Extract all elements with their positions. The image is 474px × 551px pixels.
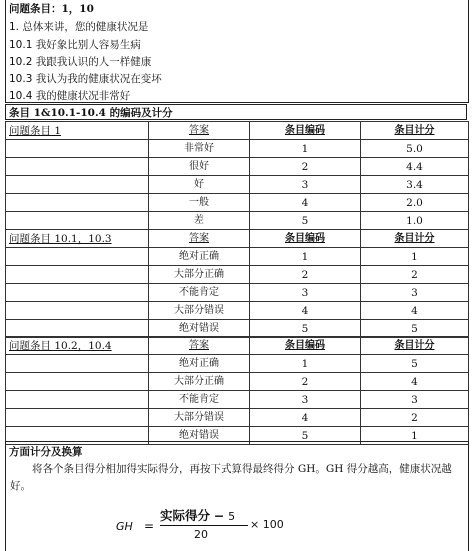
code-cell: 5 xyxy=(250,427,361,445)
formula-multiplier: × 100 xyxy=(250,518,284,531)
category-header: 问题条目 10.1，10.3 xyxy=(6,230,149,248)
table-header-row xyxy=(6,230,469,248)
code-cell: 1 xyxy=(250,140,361,158)
fraction-bar xyxy=(160,525,248,526)
answer-cell: 大部分错误 xyxy=(149,409,250,427)
answer-cell: 一般 xyxy=(149,194,250,212)
code-cell: 4 xyxy=(250,409,361,427)
answer-header: 答案 xyxy=(149,122,250,140)
calculation-text: 将各个条目得分相加得实际得分，再按下式算得最终得分 GH。GH 得分越高，健康状况越好。 xyxy=(10,463,452,492)
code-cell: 2 xyxy=(250,158,361,176)
code-header: 条目编码 xyxy=(250,122,361,140)
table-row xyxy=(6,391,469,409)
score-cell: 2 xyxy=(361,409,469,427)
code-cell: 3 xyxy=(250,176,361,194)
answer-cell: 大部分错误 xyxy=(149,302,250,320)
answer-cell: 绝对错误 xyxy=(149,427,250,445)
score-table-2 xyxy=(5,229,469,338)
score-cell: 3 xyxy=(361,284,469,302)
table-row xyxy=(6,194,469,212)
section-heading: 条目 1&10.1-10.4 的编码及计分 xyxy=(5,104,467,120)
score-cell: 5 xyxy=(361,355,469,373)
code-cell: 1 xyxy=(250,248,361,266)
answer-cell: 大部分正确 xyxy=(149,266,250,284)
category-header: 问题条目 1 xyxy=(6,122,149,140)
score-cell: 1 xyxy=(361,427,469,445)
answer-cell: 绝对错误 xyxy=(149,320,250,338)
score-cell: 4.4 xyxy=(361,158,469,176)
calculation-box xyxy=(5,441,469,551)
intro-line: 1. 总体来讲，您的健康状况是 xyxy=(9,21,149,33)
score-cell: 4 xyxy=(361,302,469,320)
score-cell: 2.0 xyxy=(361,194,469,212)
table-row xyxy=(6,140,469,158)
code-cell: 5 xyxy=(250,212,361,230)
calculation-title: 方面计分及换算 xyxy=(9,446,83,458)
score-cell: 5.0 xyxy=(361,140,469,158)
gh-formula xyxy=(116,506,316,546)
answer-cell: 很好 xyxy=(149,158,250,176)
code-cell: 2 xyxy=(250,373,361,391)
code-cell: 1 xyxy=(250,355,361,373)
table-row xyxy=(6,284,469,302)
table-row xyxy=(6,176,469,194)
code-cell: 3 xyxy=(250,391,361,409)
code-cell: 5 xyxy=(250,320,361,338)
formula-numerator: 实际得分 − 5 xyxy=(160,508,236,523)
code-cell: 4 xyxy=(250,302,361,320)
intro-title: 问题条目：1，10 xyxy=(9,3,94,15)
score-table-3 xyxy=(5,336,469,445)
category-header: 问题条目 10.2，10.4 xyxy=(6,337,149,355)
score-header: 条目计分 xyxy=(361,230,469,248)
answer-cell: 绝对正确 xyxy=(149,355,250,373)
intro-line: 10.3 我认为我的健康状况在变坏 xyxy=(9,73,162,85)
score-cell: 1.0 xyxy=(361,212,469,230)
intro-line: 10.4 我的健康状况非常好 xyxy=(9,90,131,102)
answer-cell: 差 xyxy=(149,212,250,230)
score-cell: 4 xyxy=(361,373,469,391)
score-cell: 2 xyxy=(361,266,469,284)
score-cell: 3 xyxy=(361,391,469,409)
table-header-row xyxy=(6,122,469,140)
code-header: 条目编码 xyxy=(250,337,361,355)
formula-denominator: 20 xyxy=(194,528,208,541)
answer-cell: 大部分正确 xyxy=(149,373,250,391)
score-header: 条目计分 xyxy=(361,122,469,140)
table-row xyxy=(6,158,469,176)
formula-equals: = xyxy=(144,519,155,533)
intro-box xyxy=(5,0,469,103)
code-cell: 4 xyxy=(250,194,361,212)
formula-lhs: GH xyxy=(116,520,133,533)
answer-cell: 不能肯定 xyxy=(149,284,250,302)
code-cell: 3 xyxy=(250,284,361,302)
table-row xyxy=(6,355,469,373)
code-header: 条目编码 xyxy=(250,230,361,248)
table-row xyxy=(6,320,469,338)
document-page xyxy=(5,0,469,550)
table-row xyxy=(6,302,469,320)
table-row xyxy=(6,212,469,230)
table-row xyxy=(6,248,469,266)
intro-line: 10.1 我好象比别人容易生病 xyxy=(9,39,141,51)
answer-header: 答案 xyxy=(149,230,250,248)
answer-header: 答案 xyxy=(149,337,250,355)
score-table-1 xyxy=(5,121,469,230)
table-row xyxy=(6,266,469,284)
answer-cell: 不能肯定 xyxy=(149,391,250,409)
code-cell: 2 xyxy=(250,266,361,284)
answer-cell: 绝对正确 xyxy=(149,248,250,266)
answer-cell: 好 xyxy=(149,176,250,194)
score-cell: 5 xyxy=(361,320,469,338)
score-cell: 1 xyxy=(361,248,469,266)
table-row xyxy=(6,409,469,427)
score-cell: 3.4 xyxy=(361,176,469,194)
intro-line: 10.2 我跟我认识的人一样健康 xyxy=(9,56,152,68)
table-header-row xyxy=(6,337,469,355)
answer-cell: 非常好 xyxy=(149,140,250,158)
score-header: 条目计分 xyxy=(361,337,469,355)
table-row xyxy=(6,373,469,391)
